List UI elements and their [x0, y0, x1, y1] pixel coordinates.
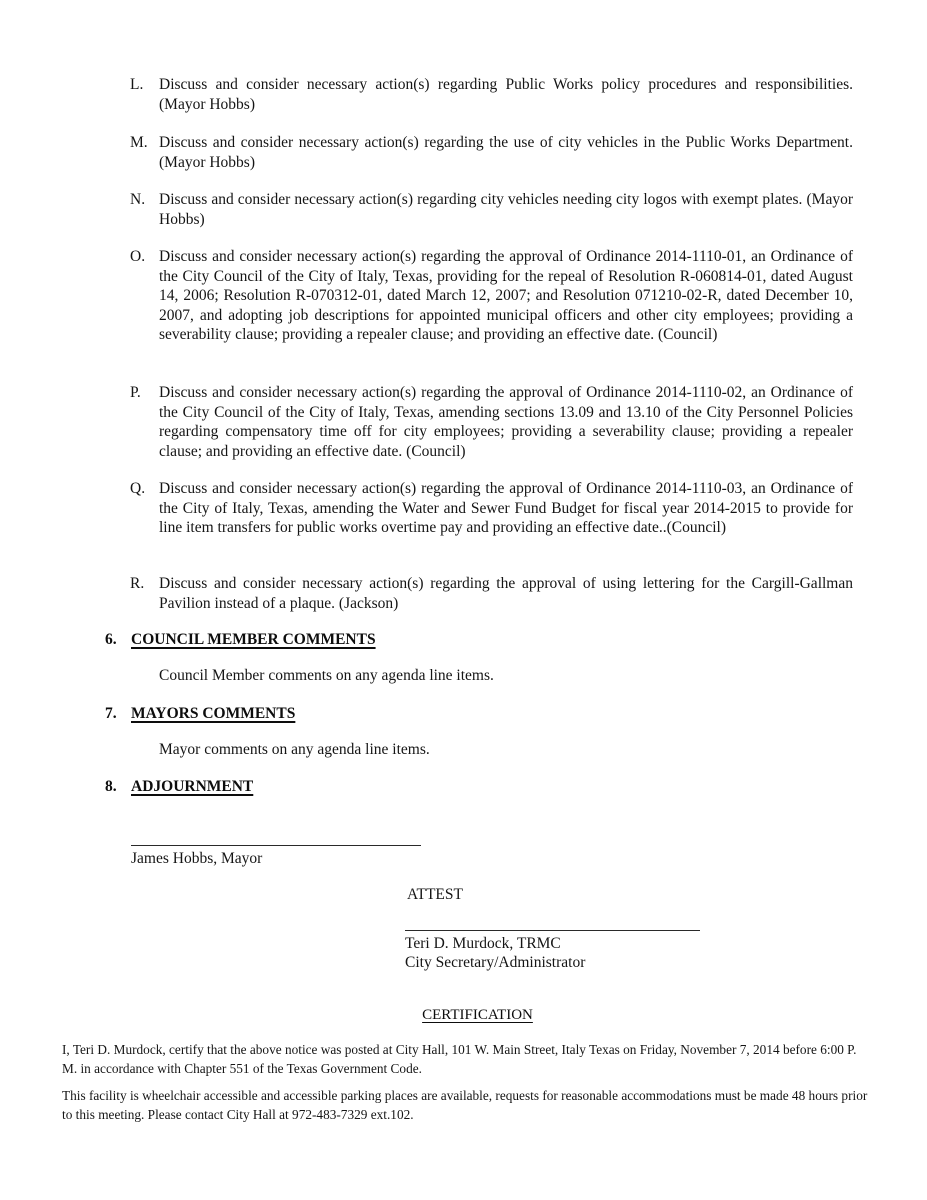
agenda-item-letter: P. — [130, 384, 141, 401]
agenda-item-text: Discuss and consider necessary action(s) regarding city vehicles needing city logos with exempt plates. (Mayor Hobbs) — [159, 191, 853, 228]
agenda-item-text: Discuss and consider necessary action(s) regarding Public Works policy procedures and responsibilities. (Mayor Hobbs) — [159, 76, 853, 113]
agenda-item-Q — [130, 479, 853, 538]
agenda-item-text: Discuss and consider necessary action(s) regarding the approval of using lettering for the Cargill-Gallman Pavilion instead of a plaque. (Jackson) — [159, 575, 853, 612]
agenda-item-text: Discuss and consider necessary action(s) regarding the approval of Ordinance 2014-1110-01, an Ordinance of the City Council of the City of Italy, Texas, providing for the repeal of Resolution R-060814-01, dated August 14, 2006; Resolution R-070312-01, dated March 12, 2007; and Resolution 071210-02-R, dated December 10, 2007, and adopting job descriptions for appointed municipal officers and other city employees; providing a severability clause; providing a repealer clause; and providing an effective date. (Council) — [159, 248, 853, 343]
section-adjournment — [105, 777, 253, 797]
agenda-item-R — [130, 574, 853, 613]
section-council-member-comments — [105, 630, 376, 650]
agenda-item-M — [130, 133, 853, 172]
agenda-item-letter: L. — [130, 76, 144, 93]
section-body-mayors-comments: Mayor comments on any agenda line items. — [159, 741, 430, 758]
agenda-item-P — [130, 383, 853, 461]
agenda-item-letter: N. — [130, 191, 146, 208]
section-number: 7. — [105, 705, 117, 722]
agenda-item-letter: Q. — [130, 480, 146, 497]
agenda-item-letter: M. — [130, 134, 148, 151]
section-mayors-comments — [105, 704, 295, 724]
agenda-item-L — [130, 75, 853, 114]
certification-posting-statement: I, Teri D. Murdock, certify that the above notice was posted at City Hall, 101 W. Main Street, Italy Texas on Friday, November 7, 2014 before 6:00 P. M. in accordance with Chapter 551 of the Texas Government Code. — [62, 1042, 857, 1076]
agenda-item-letter: O. — [130, 248, 146, 265]
agenda-item-letter: R. — [130, 575, 145, 592]
section-heading: ADJOURNMENT — [131, 778, 254, 795]
mayor-signature-name: James Hobbs, Mayor — [131, 850, 263, 867]
section-number: 6. — [105, 631, 117, 648]
section-body-council-member-comments: Council Member comments on any agenda line items. — [159, 667, 494, 684]
section-heading: COUNCIL MEMBER COMMENTS — [131, 631, 376, 648]
secretary-signature-name: Teri D. Murdock, TRMC — [405, 935, 561, 952]
certification-heading: CERTIFICATION — [422, 1007, 533, 1023]
attest-label: ATTEST — [407, 886, 463, 903]
section-number: 8. — [105, 778, 117, 795]
agenda-item-O — [130, 247, 853, 345]
mayor-signature-line — [131, 845, 421, 846]
secretary-signature-title: City Secretary/Administrator — [405, 954, 586, 971]
agenda-item-text: Discuss and consider necessary action(s) regarding the approval of Ordinance 2014-1110-02, an Ordinance of the City Council of the City of Italy, Texas, amending sections 13.09 and 13.10 of the City Personnel Policies regarding compensatory time off for city employees; providing a severability clause; providing a repealer clause; and providing an effective date. (Council) — [159, 384, 853, 460]
certification-accessibility-statement: This facility is wheelchair accessible and accessible parking places are available, requests for reasonable accommodations must be made 48 hours prior to this meeting. Please contact City Hall at 972-483-7329 ext.102. — [62, 1088, 868, 1122]
secretary-signature-line — [405, 930, 700, 931]
agenda-item-text: Discuss and consider necessary action(s) regarding the approval of Ordinance 2014-1110-03, an Ordinance of the City of Italy, Texas, amending the Water and Sewer Fund Budget for fiscal year 2014-2015 to provide for line item transfers for public works overtime pay and providing an effective date..(Council) — [159, 480, 853, 536]
agenda-item-text: Discuss and consider necessary action(s) regarding the use of city vehicles in the Public Works Department. (Mayor Hobbs) — [159, 134, 853, 171]
section-heading: MAYORS COMMENTS — [131, 705, 296, 722]
agenda-item-N — [130, 190, 853, 229]
